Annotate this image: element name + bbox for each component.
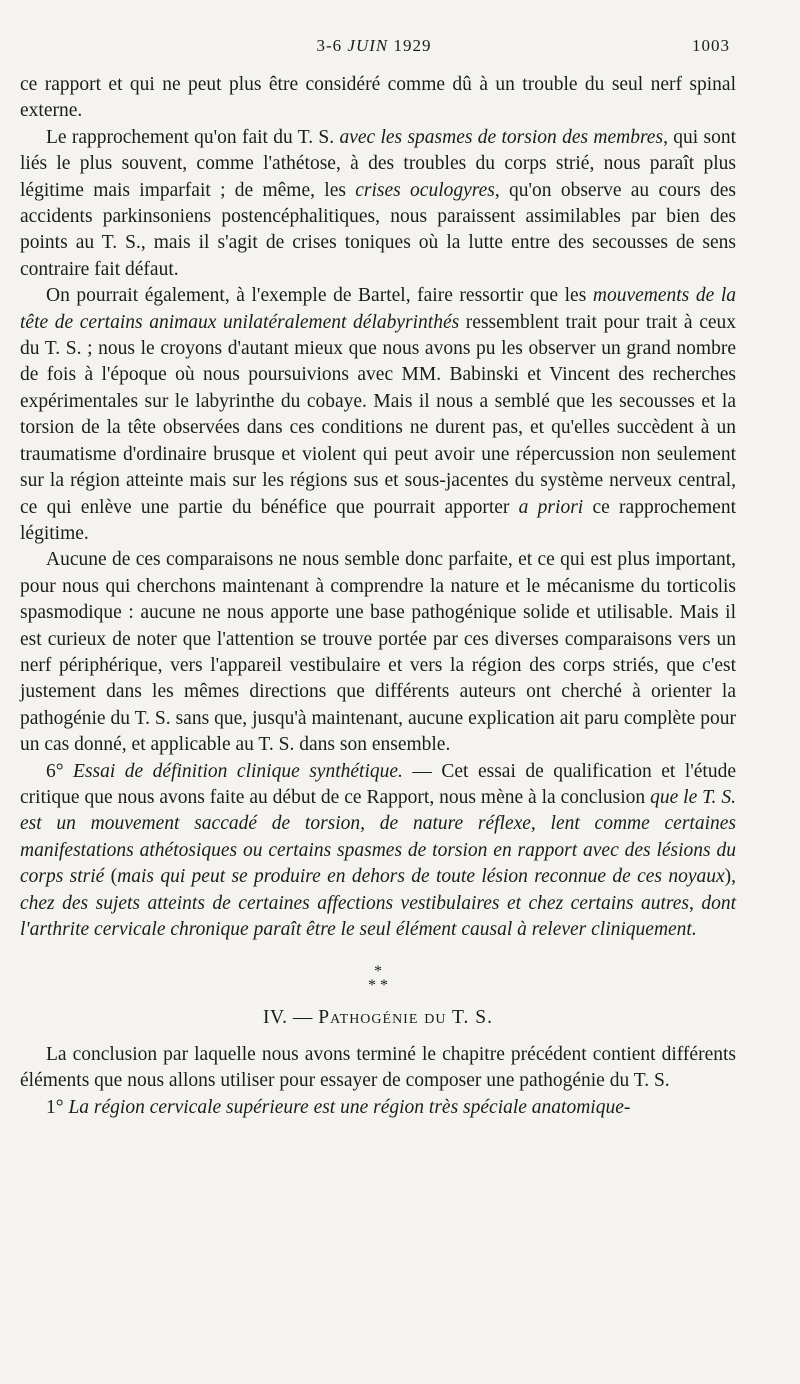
paragraph-continuation: ce rapport et qui ne peut plus être considéré comme dû à un trouble du seul nerf spinal externe.: [20, 74, 736, 122]
header-date-year: 1929: [393, 36, 432, 55]
paragraph-conclusion: La conclusion par laquelle nous avons terminé le chapitre précédent contient différents éléments que nous allons utiliser pour essayer de composer une pathogénie du T. S.: [20, 1043, 736, 1092]
header-date-month: JUIN: [347, 36, 389, 55]
running-header: [18, 36, 730, 62]
section-heading: [20, 1005, 736, 1031]
header-date-prefix: 3-6: [316, 36, 343, 55]
section-title: Pathogénie du T. S.: [318, 1007, 493, 1029]
asterism-separator: [20, 965, 736, 993]
paragraph-definition: 6° Essai de définition clinique synthétique. — Cet essai de qualification et l'étude critique que nous avons faite au début de ce Rapport, nous mène à la conclusion que le T. S. est un mouvement saccadé de torsion, de nature réflexe, lent comme certaines manifestations athétosiques ou certains spasmes de torsion en rapport avec des lésions du corps strié (mais qui peut se produire en dehors de toute lésion reconnue de ces noyaux), chez des sujets atteints de certaines affections vestibulaires et chez certains autres, dont l'arthrite cervicale chronique paraît être le seul élément causal à relever cliniquement.: [20, 760, 737, 940]
asterism-top: *: [374, 963, 382, 981]
paragraph-comparaisons: Aucune de ces comparaisons ne nous semble donc parfaite, et ce qui est plus important, pour nous qui cherchons maintenant à comprendre la nature et le mécanisme du torticolis spasmodique : aucune ne nous apporte une base pathogénique solide et utilisable. Mais il est curieux de noter que l'attention se trouve portée par ces diverses comparaisons vers un nerf périphérique, vers l'appareil vestibulaire et vers la région des corps striés, que c'est justement dans les mêmes directions que différents auteurs ont cherché à orienter la pathogénie du T. S. sans que, jusqu'à maintenant, aucune explication ait paru complète pour un cas donné, et applicable au T. S. dans son ensemble.: [20, 549, 736, 756]
paragraph-region-cervicale: 1° La région cervicale supérieure est une région très spéciale anatomique-: [46, 1096, 631, 1118]
header-date: [18, 36, 730, 56]
page-number: 1003: [692, 36, 730, 55]
body-text: [20, 72, 736, 1121]
section-dash: —: [292, 1007, 313, 1029]
section-numeral: IV.: [263, 1007, 288, 1029]
paragraph-bartel: On pourrait également, à l'exemple de Bartel, faire ressortir que les mouvements de la tête de certains animaux unilatéralement délabyrinthés ressemblent trait pour trait à ceux du T. S. ; nous le croyons d'autant mieux que nous avons pu les observer un grand nombre de fois à l'époque où nous poursuivions avec MM. Babinski et Vincent des recherches expérimentales sur le labyrinthe du cobaye. Mais il nous a semblé que les secousses et la torsion de la tête observées dans ces conditions ne durent pas, et qu'elles succèdent à un traumatisme d'ordinaire brusque et violent qui peut avoir une répercussion non seulement sur la région atteinte mais sur les régions sus et sous-jacentes du système nerveux central, ce qui enlève une partie du bénéfice que pourrait apporter a priori ce rapprochement légitime.: [20, 285, 737, 544]
paragraph-spasmes: Le rapprochement qu'on fait du T. S. avec les spasmes de torsion des membres, qui sont liés le plus souvent, comme l'athétose, à des troubles du corps strié, nous paraît plus légitime mais imparfait ; de même, les crises oculogyres, qu'on observe au cours des accidents parkinsoniens postencéphalitiques, nous paraissent assimilables par bien des points au T. S., mais il s'agit de crises toniques où la lutte entre des secousses de sens contraire fait défaut.: [20, 126, 736, 280]
asterism-bottom: * *: [368, 977, 388, 995]
